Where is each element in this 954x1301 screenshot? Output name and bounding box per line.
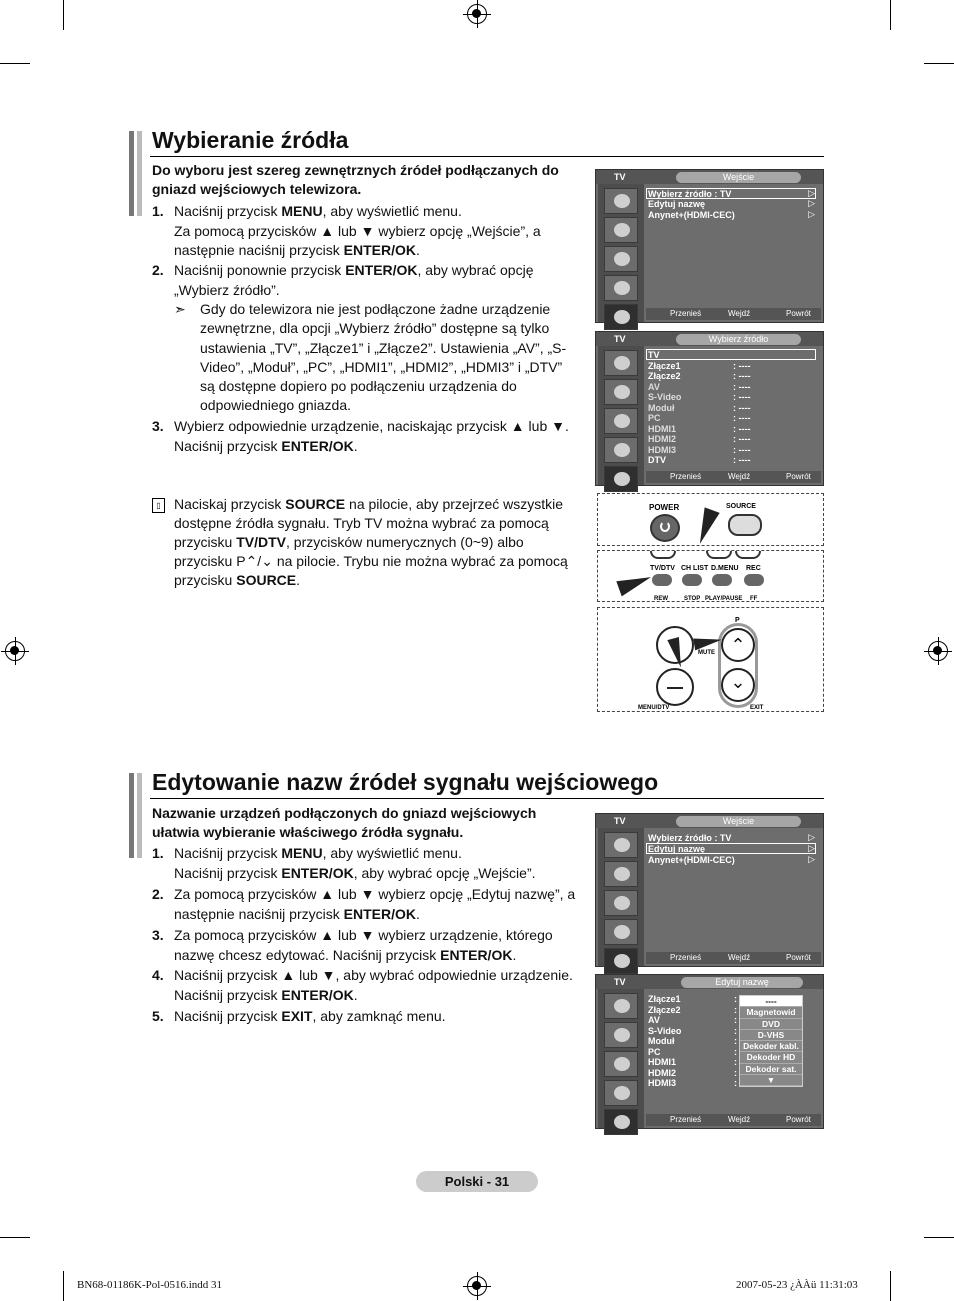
source-value: : ---- <box>733 444 751 455</box>
source-button[interactable] <box>728 514 762 536</box>
source-value: : ---- <box>733 434 751 444</box>
source-item[interactable]: HDMI2 <box>648 434 677 444</box>
arrow-note-icon: ➣ <box>174 301 186 317</box>
remote-channel: MUTE P ⌃ ⌄ MENU/DTV EXIT <box>597 607 824 712</box>
device-item[interactable]: Moduł <box>648 1036 675 1046</box>
device-colon: : <box>734 1046 737 1057</box>
device-item[interactable]: Złącze2 <box>648 1004 681 1015</box>
name-option[interactable]: ---- <box>740 996 802 1007</box>
power-button[interactable] <box>650 514 680 542</box>
source-value: : ---- <box>733 360 751 371</box>
pointer-arrow <box>616 570 653 597</box>
source-item[interactable]: Złącze1 <box>648 360 681 371</box>
footer-file: BN68-01186K-Pol-0516.indd 31 <box>77 1279 223 1291</box>
device-colon: : <box>734 1025 737 1036</box>
name-option[interactable]: ▼ <box>740 1075 802 1086</box>
source-item[interactable]: DTV <box>648 455 666 465</box>
device-colon: : <box>734 1036 737 1046</box>
remote-power-source: POWER SOURCE <box>597 493 824 546</box>
registration-mark-top <box>467 4 487 24</box>
channel-up-button[interactable]: ⌃ <box>721 628 755 662</box>
device-item[interactable]: Złącze1 <box>648 994 681 1004</box>
menu-input-edit-screenshot: TV Wejście Wybierz źródło : TV ▷ Edytuj nazwę ▷ Anynet+(HDMI-CEC) ▷ Przenieś Wejdź Powrót <box>595 813 824 967</box>
source-item[interactable]: PC <box>648 413 661 423</box>
source-value: : ---- <box>733 392 751 402</box>
name-option[interactable]: Dekoder sat. <box>740 1064 802 1075</box>
device-colon: : <box>734 994 737 1004</box>
section-title-select-source: Wybieranie źródła <box>152 127 349 153</box>
name-options-dropdown[interactable] <box>739 995 803 1087</box>
name-option[interactable]: D-VHS <box>740 1030 802 1041</box>
name-option[interactable]: Dekoder HD <box>740 1052 802 1063</box>
source-item[interactable]: TV <box>648 350 660 360</box>
device-colon: : <box>734 1004 737 1015</box>
registration-mark-right <box>928 641 948 661</box>
device-item[interactable]: HDMI2 <box>648 1067 677 1078</box>
menu-input-screenshot: TV Wejście Wybierz źródło : TV ▷ Edytuj nazwę ▷ Anynet+(HDMI-CEC) ▷ Przenieś Wejdź Powrót <box>595 169 824 323</box>
source-value: : ---- <box>733 455 751 465</box>
source-item[interactable]: Moduł <box>648 402 675 413</box>
source-item[interactable]: AV <box>648 381 660 392</box>
name-option[interactable]: DVD <box>740 1019 802 1030</box>
name-option[interactable]: Dekoder kabl. <box>740 1041 802 1052</box>
source-value: : ---- <box>733 413 751 423</box>
device-colon: : <box>734 1015 737 1025</box>
device-colon: : <box>734 1057 737 1067</box>
device-item[interactable]: PC <box>648 1046 661 1057</box>
section-intro: Do wyboru jest szereg zewnętrznych źródeł podłączanych do gniazd wejściowych telewizora. <box>152 162 559 197</box>
device-colon: : <box>734 1078 737 1088</box>
device-item[interactable]: S-Video <box>648 1025 682 1036</box>
note-icon: ▯ <box>152 498 165 513</box>
footer-date: 2007-05-23 ¿ÀÀü 11:31:03 <box>736 1279 858 1291</box>
source-item[interactable]: Złącze2 <box>648 371 681 381</box>
source-item[interactable]: HDMI3 <box>648 444 677 455</box>
pointer-arrow <box>692 507 719 546</box>
source-value: : ---- <box>733 381 751 392</box>
source-value: : ---- <box>733 423 751 434</box>
menu-edit-name-screenshot: TV Edytuj nazwę Złącze1 : Złącze2 : AV : S-Video : Moduł : PC : HDMI1 : HDMI2 : HDMI3 : ---- Magnetowid DVD D-VHS Dekoder kabl. Dekoder HD Dekoder sat. ▼ Przenieś Wejdź Powrót <box>595 974 824 1129</box>
registration-mark-bottom <box>467 1276 487 1296</box>
source-item[interactable]: S-Video <box>648 392 682 402</box>
device-item[interactable]: HDMI1 <box>648 1057 677 1067</box>
remote-tvdtv: TV/DTV CH LIST D.MENU REC REW STOP PLAY/PAUSE FF <box>597 550 824 602</box>
registration-mark-left <box>5 641 25 661</box>
source-item[interactable]: HDMI1 <box>648 423 677 434</box>
page-number-badge: Polski - 31 <box>416 1171 538 1192</box>
device-item[interactable]: HDMI3 <box>648 1078 677 1088</box>
name-option[interactable]: Magnetowid <box>740 1007 802 1018</box>
section-intro: Nazwanie urządzeń podłączonych do gniazd wejściowych ułatwia wybieranie właściwego źródła sygnału. <box>152 805 537 840</box>
device-colon: : <box>734 1067 737 1078</box>
section-title-edit-names: Edytowanie nazw źródeł sygnału wejściowego <box>152 769 659 795</box>
menu-source-screenshot: TV Wybierz źródło TV Złącze1 : ---- Złącze2 : ---- AV : ---- S-Video : ---- Moduł : ---- PC : ---- HDMI1 : ---- HDMI2 : ---- HDMI3 : ---- DTV : ---- Przenieś Wejdź Powrót <box>595 331 824 486</box>
source-value: : ---- <box>733 371 751 381</box>
device-item[interactable]: AV <box>648 1015 660 1025</box>
source-value: : ---- <box>733 402 751 413</box>
channel-down-button[interactable]: ⌄ <box>721 668 755 702</box>
